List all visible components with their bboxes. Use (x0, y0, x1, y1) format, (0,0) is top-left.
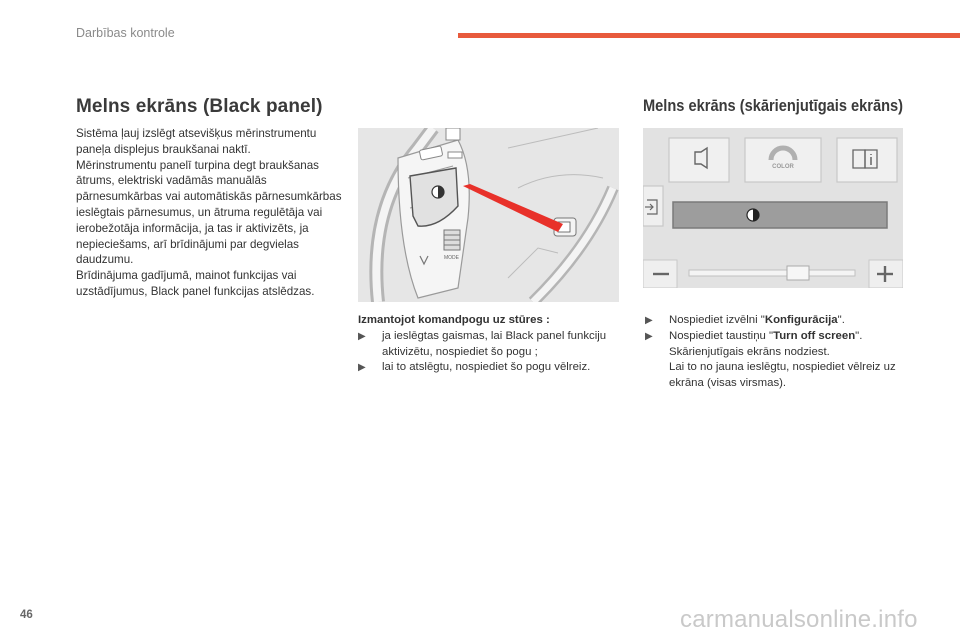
touch-step-2: ▶︎ Nospiediet taustiņu "Turn off screen". (645, 329, 907, 345)
steering-bullet-1 (358, 329, 620, 361)
bullet-marker-icon: ▶︎ (645, 315, 653, 326)
menu-name: Konfigurācija (764, 314, 838, 326)
right-heading: Melns ekrāns (skārienjutīgais ekrāns) (643, 96, 904, 115)
color-label: COLOR (772, 164, 794, 170)
bullet-marker-icon: ▶︎ (358, 330, 366, 342)
page-number: 46 (20, 609, 33, 621)
left-heading: Melns ekrāns (Black panel) (76, 96, 323, 117)
intro-paragraph-2: Mērinstrumentu panelī turpina degt braukšanas ātrums, elektriski vadāmās manuālās pārnesumkārbas vai automātiskās pārnesumkārbas ieslēgtais pārnesumus, un ātruma regulētāja vai ierobežotāja informācija, ja tas ir aktivizēts, ja nepieciešams, arī brīdinājumi par degvielas daudzumu. (76, 158, 342, 267)
steering-wheel-illustration (358, 128, 619, 302)
steering-subheading: Izmantojot komandpogu uz stūres : (358, 314, 550, 326)
button-name: Turn off screen (773, 329, 856, 342)
mode-label: MODE (444, 255, 459, 261)
touch-note-1: Skārienjutīgais ekrāns nodziest. (669, 345, 830, 358)
watermark: carmanualsonline.info (680, 606, 918, 633)
bullet-marker-icon: ▶︎ (358, 362, 366, 374)
touch-note-2: Lai to no jauna ieslēgtu, nospiediet vēlreiz uz ekrāna (visas virsmas). (669, 361, 896, 390)
bullet-marker-icon: ▶︎ (645, 330, 653, 342)
section-title: Darbības kontrole (76, 26, 175, 40)
touch-step-1: ▶︎ Nospiediet izvēlni "Konfigurācija". (645, 313, 907, 329)
slider-handle (787, 266, 809, 280)
steering-control-instructions (358, 313, 620, 376)
steering-bullet-2 (358, 360, 620, 376)
touchscreen-instructions (645, 313, 907, 392)
intro-text (76, 126, 348, 300)
steering-bullet-2-text: lai to atslēgtu, nospiediet šo pogu vēlreiz. (382, 361, 591, 374)
steering-bullet-1-text: ja ieslēgtas gaismas, lai Black panel funkciju aktivizētu, nospiediet šo pogu ; (382, 329, 607, 358)
turn-off-screen-icon (747, 209, 759, 221)
intro-paragraph-3: Brīdinājuma gadījumā, mainot funkcijas vai uzstādījumus, Black panel funkcijas atslēdzas. (76, 269, 315, 298)
intro-paragraph-1: Sistēma ļauj izslēgt atsevišķus mērinstrumentu paneļa displejus braukšanai naktī. (76, 127, 317, 156)
header-accent-bar (458, 33, 960, 38)
touchscreen-illustration (643, 128, 903, 288)
